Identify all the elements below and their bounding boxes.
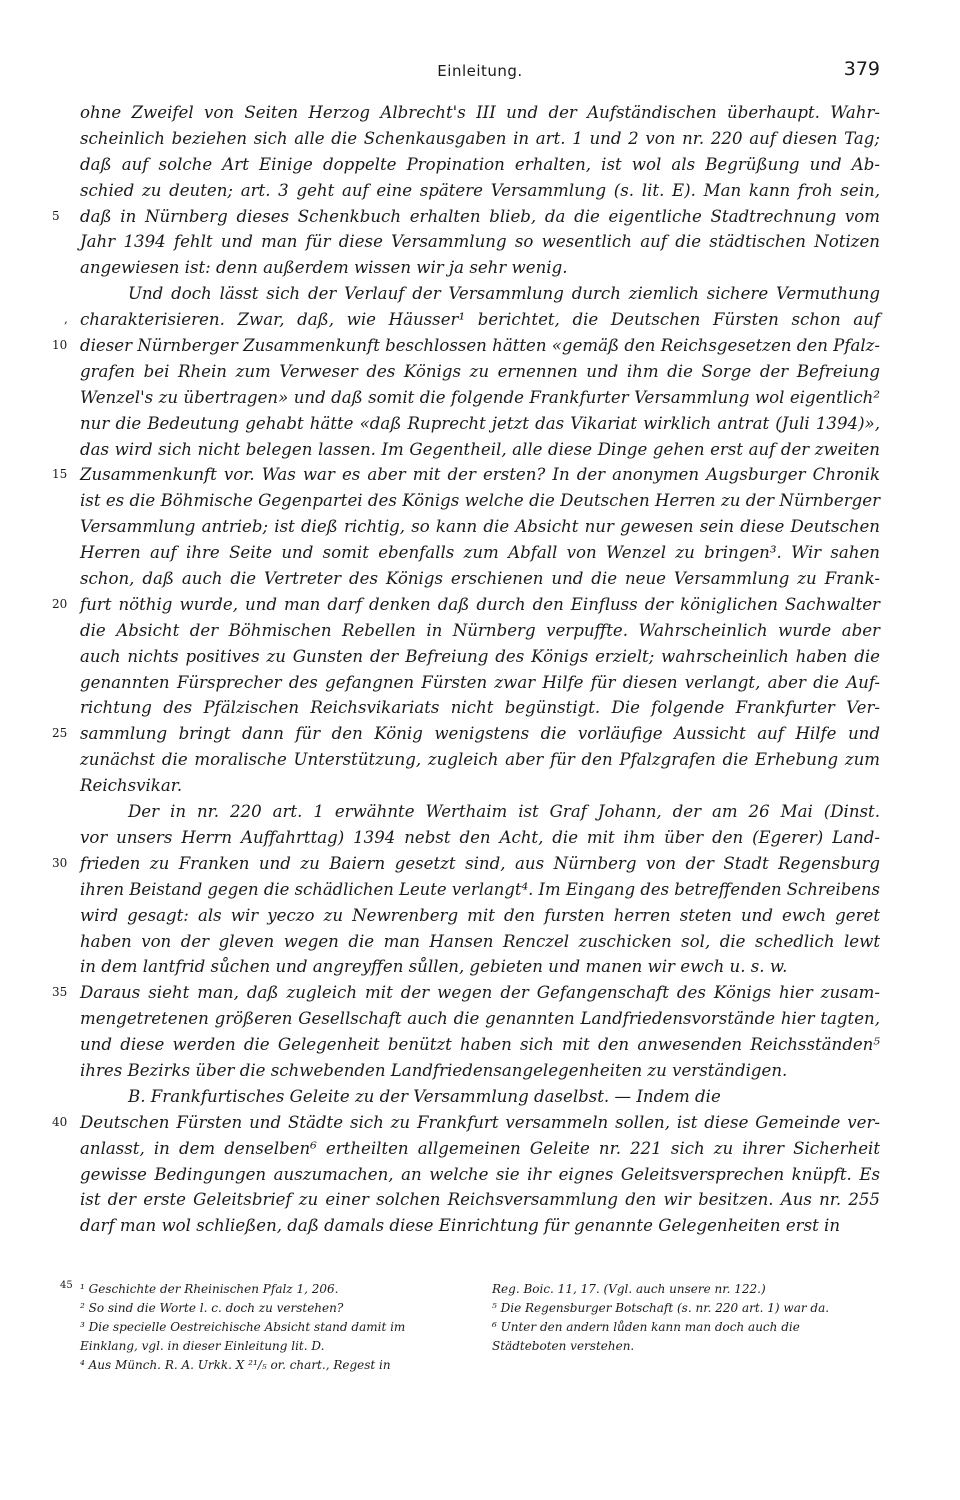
text-line <box>52 980 880 1006</box>
line-text: scheinlich beziehen sich alle die Schenkausgaben in art. 1 und 2 von nr. 220 auf diesen Tag; <box>80 128 880 148</box>
text-line <box>80 929 880 955</box>
text-line <box>52 204 880 230</box>
text-line <box>52 851 880 877</box>
line-number: 25 <box>52 726 68 741</box>
text-line <box>80 877 880 903</box>
line-text: Herren auf ihre Seite und somit ebenfalls zum Abfall von Wenzel zu bringen³. Wir sahen <box>80 543 880 563</box>
line-text: Daraus sieht man, daß zugleich mit der wegen der Gefangenschaft des Königs hier zusam- <box>80 983 880 1003</box>
margin-mark: , <box>64 312 68 327</box>
line-text: Wenzel's zu übertragen» und daß somit die folgende Frankfurter Versammlung wol eigentlich² <box>80 387 880 407</box>
line-text: schon, daß auch die Vertreter des Königs erschienen und die neue Versammlung zu Frank- <box>80 569 880 589</box>
footnote-line: Einklang, vgl. in dieser Einleitung lit. D. <box>80 1339 325 1353</box>
text-line <box>80 1058 880 1084</box>
text-line <box>80 488 880 514</box>
text-line <box>80 514 880 540</box>
text-line <box>80 281 880 307</box>
text-line <box>80 540 880 566</box>
text-line <box>80 255 880 281</box>
line-text: zunächst die moralische Unterstützung, zugleich aber für den Pfalzgrafen die Erhebung zum <box>80 750 880 770</box>
running-head: Einleitung. <box>437 62 523 80</box>
text-line <box>80 799 880 825</box>
line-text: richtung des Pfälzischen Reichsvikariats nicht begünstigt. Die folgende Frankfurter Ver- <box>80 698 880 718</box>
footnotes-right-column <box>492 1280 880 1356</box>
line-text: vor unsers Herrn Auffahrttag) 1394 nebst den Acht, die mit ihm über den (Egerer) Land- <box>80 827 880 847</box>
text-line <box>80 411 880 437</box>
text-line <box>80 229 880 255</box>
line-text: B. Frankfurtisches Geleite zu der Versammlung daselbst. — Indem die <box>128 1086 721 1106</box>
line-text: Versammlung antrieb; ist dieß richtig, so kann die Absicht nur gewesen sein diese Deutschen <box>80 517 880 537</box>
text-line <box>80 695 880 721</box>
text-line <box>80 126 880 152</box>
line-number: 30 <box>52 855 68 870</box>
footnotes-left-column <box>80 1280 470 1375</box>
text-line <box>80 954 880 980</box>
line-text: nur die Bedeutung gehabt hätte «daß Ruprecht jetzt das Vikariat wirklich antrat (Juli 1394)», <box>80 413 880 433</box>
text-line <box>80 178 880 204</box>
line-text: gewisse Bedingungen auszumachen, an welche sie ihr eignes Geleitsversprechen knüpft. Es <box>80 1164 880 1184</box>
line-text: die Absicht der Böhmischen Rebellen in Nürnberg verpuffte. Wahrscheinlich wurde aber <box>80 620 880 640</box>
text-line <box>80 1162 880 1188</box>
footnote-line: Städteboten verstehen. <box>492 1339 635 1353</box>
line-text: ist der erste Geleitsbrief zu einer solchen Reichsversammlung den wir besitzen. Aus nr. 255 <box>80 1190 880 1210</box>
text-line <box>80 152 880 178</box>
text-line <box>80 1006 880 1032</box>
line-text: Reichsvikar. <box>80 776 183 796</box>
footnote-line-number: 45 <box>60 1280 73 1291</box>
footnote-line: ⁵ Die Regensburger Botschaft (s. nr. 220 art. 1) war da. <box>492 1301 830 1315</box>
footnote-line: Reg. Boic. 11, 17. (Vgl. auch unsere nr. 122.) <box>492 1282 766 1296</box>
text-line <box>80 566 880 592</box>
line-text: Deutschen Fürsten und Städte sich zu Frankfurt versammeln sollen, ist diese Gemeinde ver- <box>80 1112 880 1132</box>
page-header <box>80 58 880 86</box>
line-number: 5 <box>52 208 60 223</box>
line-text: wird gesagt: als wir yeczo zu Newrenberg mit den fursten herren steten und ewch geret <box>80 905 880 925</box>
text-line <box>80 903 880 929</box>
line-text: in dem lantfrid sůchen und angreyffen sůllen, gebieten und manen wir ewch u. s. w. <box>80 957 788 977</box>
text-line <box>80 385 880 411</box>
line-text: genannten Fürsprecher des gefangnen Fürsten zwar Hilfe für diesen verlangt, aber die Auf- <box>80 672 880 692</box>
footnote-line: ⁴ Aus Münch. R. A. Urkk. X ²¹/₅ or. chart., Regest in <box>80 1358 391 1372</box>
footnote-line: ³ Die specielle Oestreichische Absicht stand damit im <box>80 1320 406 1334</box>
line-text: das wird sich nicht belegen lassen. Im Gegentheil, alle diese Dinge gehen erst auf der zweiten <box>80 439 880 459</box>
text-line <box>80 1213 880 1239</box>
text-line <box>80 359 880 385</box>
line-text: charakterisieren. Zwar, daß, wie Häusser¹ berichtet, die Deutschen Fürsten schon auf <box>80 310 880 330</box>
footnote-line: ¹ Geschichte der Rheinischen Pfalz 1, 206. <box>80 1282 339 1296</box>
text-line <box>80 437 880 463</box>
line-text: Zusammenkunft vor. Was war es aber mit der ersten? In der anonymen Augsburger Chronik <box>80 465 880 485</box>
body-text <box>52 100 880 1239</box>
footnote-line: ⁶ Unter den andern lůden kann man doch auch die <box>492 1320 800 1334</box>
line-number: 10 <box>52 338 68 353</box>
text-line <box>80 1084 880 1110</box>
line-text: haben von der gleven wegen die man Hansen Renczel zuschicken sol, die schedlich lewt <box>80 931 880 951</box>
text-line <box>52 333 880 359</box>
line-text: ohne Zweifel von Seiten Herzog Albrecht's III und der Aufständischen überhaupt. Wahr- <box>80 103 880 122</box>
footnote-line: ² So sind die Worte l. c. doch zu verstehen? <box>80 1301 344 1315</box>
line-number: 35 <box>52 985 68 1000</box>
text-line <box>80 618 880 644</box>
text-line <box>80 773 880 799</box>
text-line <box>80 1136 880 1162</box>
line-number: 15 <box>52 467 68 482</box>
line-number: 40 <box>52 1114 68 1129</box>
page-number: 379 <box>843 58 880 80</box>
text-line <box>52 592 880 618</box>
line-text: mengetretenen größeren Gesellschaft auch die genannten Landfriedensvorstände hier tagten, <box>80 1009 880 1029</box>
text-line <box>80 644 880 670</box>
text-line <box>80 1187 880 1213</box>
line-text: sammlung bringt dann für den König wenigstens die vorläufige Aussicht auf Hilfe und <box>80 724 880 744</box>
text-line <box>64 307 880 333</box>
line-text: schied zu deuten; art. 3 geht auf eine spätere Versammlung (s. lit. E). Man kann froh sein, <box>80 180 880 200</box>
line-text: ihren Beistand gegen die schädlichen Leute verlangt⁴. Im Eingang des betreffenden Schreibens <box>80 879 880 899</box>
line-text: Und doch lässt sich der Verlauf der Versammlung durch ziemlich sichere Vermuthung <box>128 284 880 304</box>
line-text: Der in nr. 220 art. 1 erwähnte Werthaim ist Graf Johann, der am 26 Mai (Dinst. <box>128 802 880 822</box>
line-text: anlasst, in dem denselben⁶ ertheilten allgemeinen Geleite nr. 221 sich zu ihrer Sicherheit <box>80 1138 880 1158</box>
line-text: und diese werden die Gelegenheit benützt haben sich mit den anwesenden Reichsständen⁵ <box>80 1035 880 1055</box>
line-text: furt nöthig wurde, und man darf denken daß durch den Einfluss der königlichen Sachwalter <box>80 594 880 614</box>
text-line <box>80 100 880 126</box>
line-text: angewiesen ist: denn außerdem wissen wir ja sehr wenig. <box>80 258 568 278</box>
text-line <box>80 1032 880 1058</box>
text-line <box>52 462 880 488</box>
line-text: daß in Nürnberg dieses Schenkbuch erhalten blieb, da die eigentliche Stadtrechnung vom <box>80 206 880 226</box>
line-text: frieden zu Franken und zu Baiern gesetzt sind, aus Nürnberg von der Stadt Regensburg <box>80 853 880 873</box>
line-text: Jahr 1394 fehlt und man für diese Versammlung so wesentlich auf die städtischen Notizen <box>80 232 880 252</box>
line-text: dieser Nürnberger Zusammenkunft beschlossen hätten «gemäß den Reichsgesetzen den Pfalz- <box>80 336 880 356</box>
text-line <box>80 825 880 851</box>
text-line <box>80 670 880 696</box>
text-line <box>52 721 880 747</box>
line-text: ihres Bezirks über die schwebenden Landfriedensangelegenheiten zu verständigen. <box>80 1060 788 1080</box>
line-number: 20 <box>52 596 68 611</box>
line-text: daß auf solche Art Einige doppelte Propination erhalten, ist wol als Begrüßung und Ab- <box>80 154 880 174</box>
text-line <box>52 1110 880 1136</box>
line-text: ist es die Böhmische Gegenpartei des Königs welche die Deutschen Herren zu der Nürnberger <box>80 491 880 511</box>
line-text: auch nichts positives zu Gunsten der Befreiung des Königs erzielt; wahrscheinlich haben die <box>80 646 880 666</box>
line-text: grafen bei Rhein zum Verweser des Königs zu ernennen und ihm die Sorge der Befreiung <box>80 361 880 381</box>
text-line <box>80 747 880 773</box>
line-text: darf man wol schließen, daß damals diese Einrichtung für genannte Gelegenheiten erst in <box>80 1216 841 1236</box>
